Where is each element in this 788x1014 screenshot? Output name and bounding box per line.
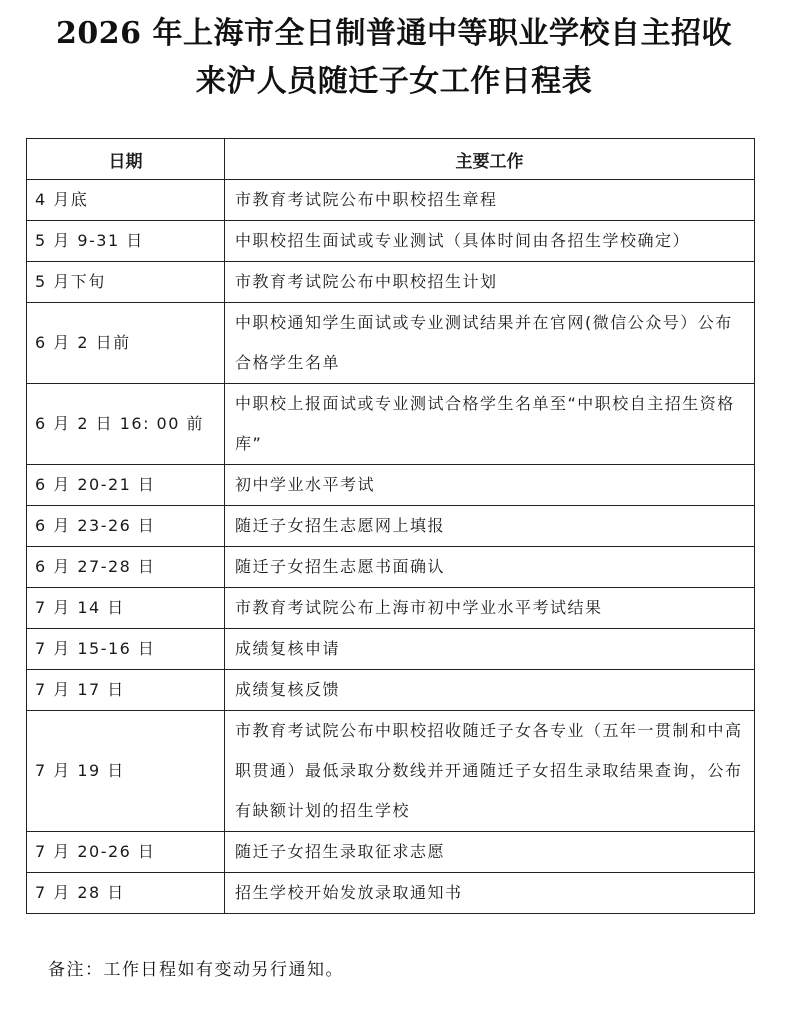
table-row xyxy=(27,547,755,588)
page-title-line-1: 2026 年上海市全日制普通中等职业学校自主招收 xyxy=(56,16,732,51)
table-row xyxy=(27,873,755,914)
date-cell: 5 月 9-31 日 xyxy=(27,221,225,262)
work-cell: 随迁子女招生志愿网上填报 xyxy=(225,506,755,547)
date-cell: 6 月 2 日 16: 00 前 xyxy=(27,384,225,465)
work-cell: 市教育考试院公布中职校招生章程 xyxy=(225,180,755,221)
date-cell: 7 月 14 日 xyxy=(27,588,225,629)
table-header-row xyxy=(27,139,755,180)
date-cell: 7 月 20-26 日 xyxy=(27,832,225,873)
date-cell: 7 月 17 日 xyxy=(27,670,225,711)
work-cell: 随迁子女招生录取征求志愿 xyxy=(225,832,755,873)
column-header-date: 日期 xyxy=(27,139,225,180)
table-row xyxy=(27,180,755,221)
date-cell: 7 月 19 日 xyxy=(27,711,225,832)
table-row xyxy=(27,670,755,711)
schedule-table xyxy=(26,138,755,914)
page-title-line-2: 来沪人员随迁子女工作日程表 xyxy=(195,64,593,99)
work-cell: 成绩复核反馈 xyxy=(225,670,755,711)
work-cell: 招生学校开始发放录取通知书 xyxy=(225,873,755,914)
work-cell: 中职校招生面试或专业测试（具体时间由各招生学校确定） xyxy=(225,221,755,262)
work-cell: 初中学业水平考试 xyxy=(225,465,755,506)
date-cell: 6 月 2 日前 xyxy=(27,303,225,384)
footnote: 备注：工作日程如有变动另行通知。 xyxy=(48,960,344,980)
table-row xyxy=(27,629,755,670)
table-row xyxy=(27,711,755,832)
work-cell: 中职校通知学生面试或专业测试结果并在官网(微信公众号）公布合格学生名单 xyxy=(225,303,755,384)
work-cell: 市教育考试院公布中职校招收随迁子女各专业（五年一贯制和中高职贯通）最低录取分数线并开通随迁子女招生录取结果查询，公布有缺额计划的招生学校 xyxy=(225,711,755,832)
date-cell: 7 月 28 日 xyxy=(27,873,225,914)
table-row xyxy=(27,303,755,384)
work-cell: 市教育考试院公布上海市初中学业水平考试结果 xyxy=(225,588,755,629)
date-cell: 7 月 15-16 日 xyxy=(27,629,225,670)
table-row xyxy=(27,588,755,629)
table-row xyxy=(27,262,755,303)
work-cell: 成绩复核申请 xyxy=(225,629,755,670)
date-cell: 4 月底 xyxy=(27,180,225,221)
work-cell: 市教育考试院公布中职校招生计划 xyxy=(225,262,755,303)
table-row xyxy=(27,832,755,873)
column-header-work: 主要工作 xyxy=(225,139,755,180)
table-row xyxy=(27,506,755,547)
work-cell: 随迁子女招生志愿书面确认 xyxy=(225,547,755,588)
date-cell: 6 月 27-28 日 xyxy=(27,547,225,588)
table-row xyxy=(27,465,755,506)
date-cell: 5 月下旬 xyxy=(27,262,225,303)
date-cell: 6 月 23-26 日 xyxy=(27,506,225,547)
work-cell: 中职校上报面试或专业测试合格学生名单至“中职校自主招生资格库” xyxy=(225,384,755,465)
date-cell: 6 月 20-21 日 xyxy=(27,465,225,506)
table-row xyxy=(27,384,755,465)
table-row xyxy=(27,221,755,262)
